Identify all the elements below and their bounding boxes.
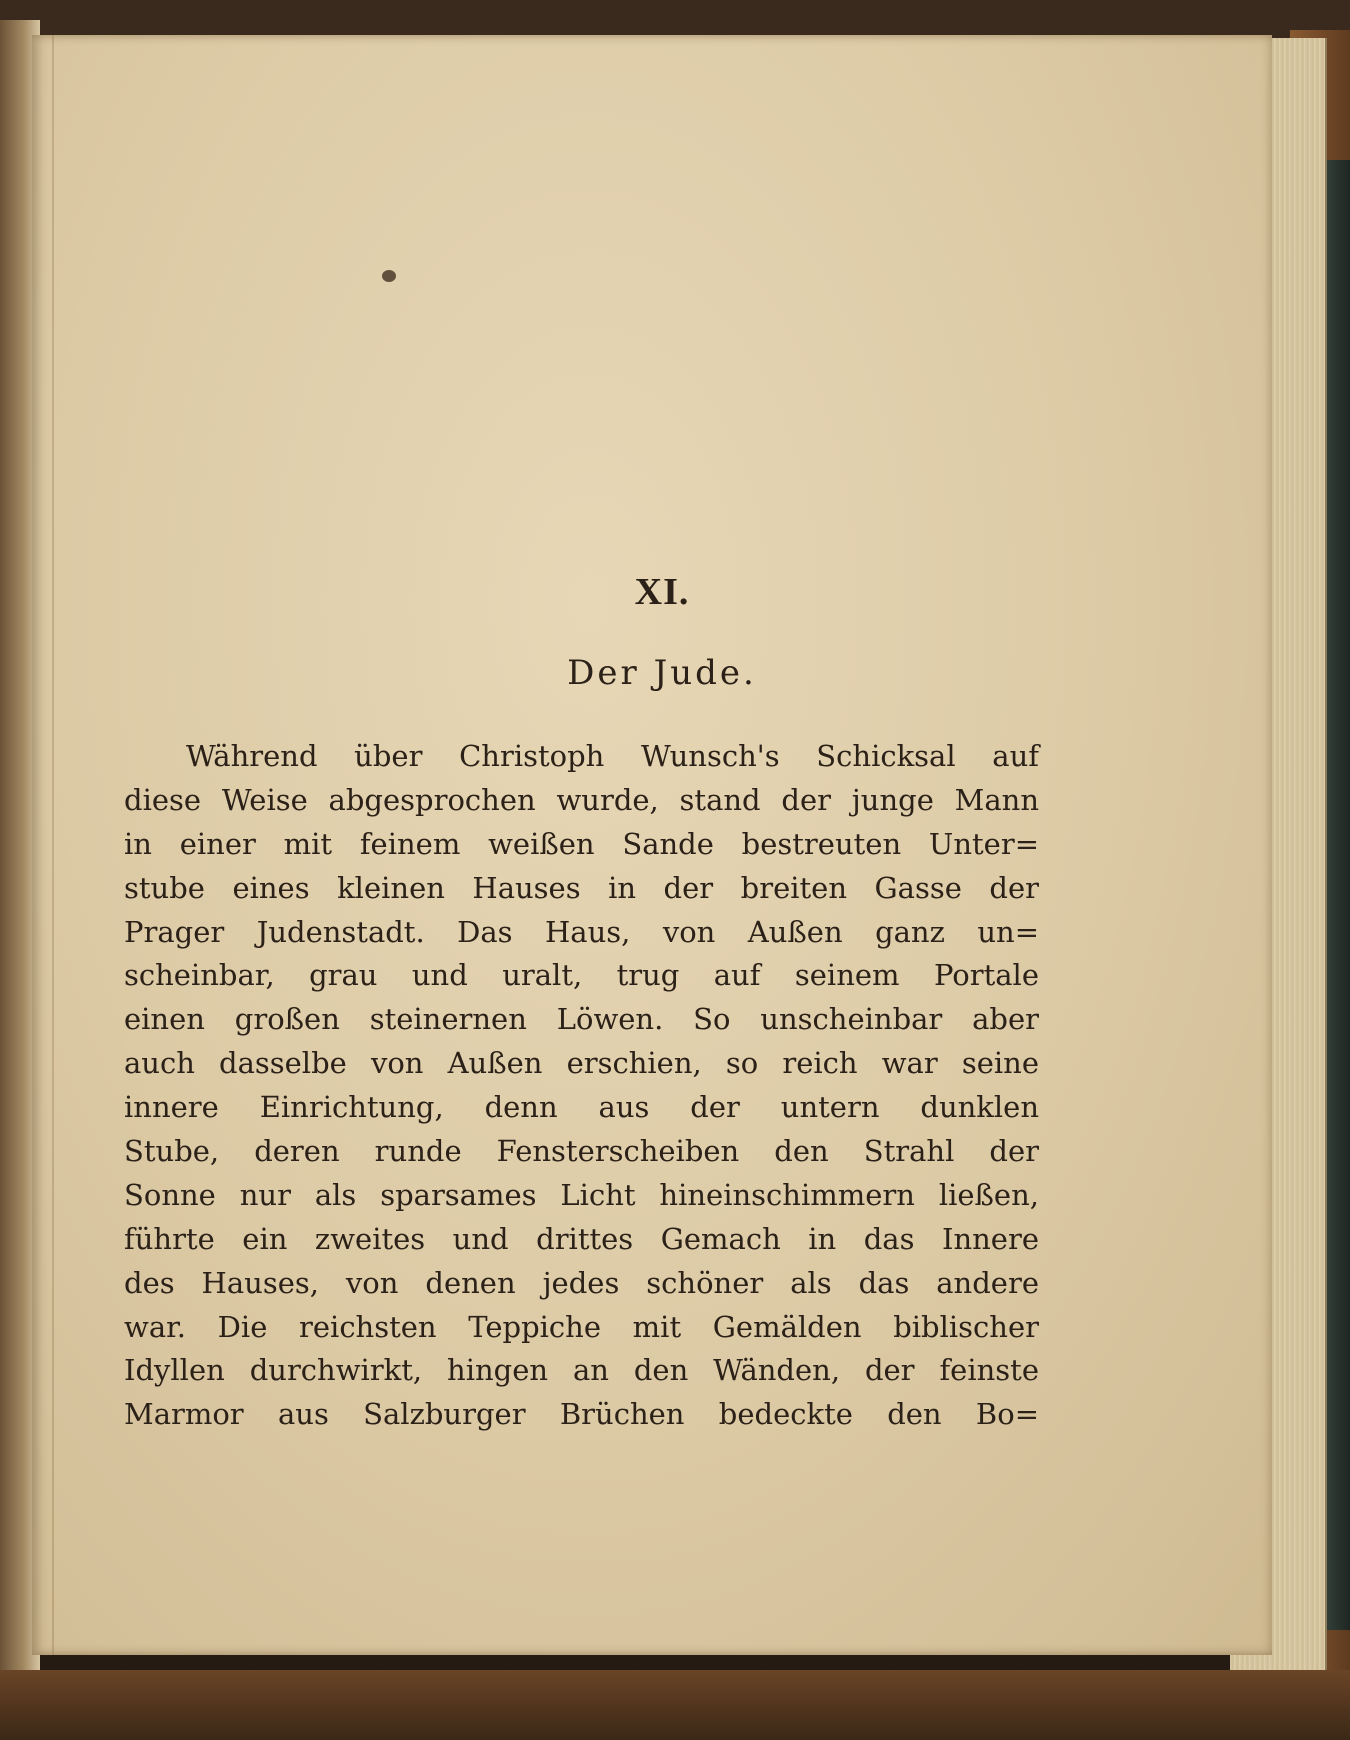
chapter-title: Der Jude. (567, 653, 757, 693)
bottom-cover-board (0, 1670, 1350, 1740)
gutter-shadow (52, 35, 54, 1655)
text-line: Prager Judenstadt. Das Haus, von Außen ganz un= (124, 914, 1039, 949)
body-text (124, 735, 1039, 1437)
text-line: Stube, deren runde Fensterscheiben den Strahl der (124, 1134, 1039, 1169)
text-line: Idyllen durchwirkt, hingen an den Wänden, der feinste (124, 1353, 1039, 1388)
text-line: auch dasselbe von Außen erschien, so reich war seine (124, 1046, 1039, 1081)
chapter-number: XI. (634, 571, 690, 613)
text-line: innere Einrichtung, denn aus der untern dunklen (124, 1090, 1039, 1125)
text-line: Während über Christoph Wunsch's Schicksal auf (186, 739, 1039, 773)
text-line: einen großen steinernen Löwen. So unscheinbar aber (124, 1002, 1039, 1037)
text-line: des Hauses, von denen jedes schöner als das andere (124, 1265, 1039, 1300)
text-line: scheinbar, grau und uralt, trug auf seinem Portale (124, 958, 1039, 993)
book-page (32, 35, 1272, 1655)
text-line: Marmor aus Salzburger Brüchen bedeckte den Bo= (124, 1397, 1039, 1432)
ink-spot (382, 270, 396, 282)
text-line: stube eines kleinen Hauses in der breiten Gasse der (124, 870, 1039, 905)
text-line: führte ein zweites und drittes Gemach in das Innere (124, 1221, 1039, 1256)
text-line: Sonne nur als sparsames Licht hineinschimmern ließen, (124, 1177, 1039, 1212)
text-line: war. Die reichsten Teppiche mit Gemälden biblischer (124, 1309, 1039, 1344)
text-line: in einer mit feinem weißen Sande bestreuten Unter= (124, 826, 1039, 861)
text-line: diese Weise abgesprochen wurde, stand der junge Mann (124, 782, 1039, 817)
